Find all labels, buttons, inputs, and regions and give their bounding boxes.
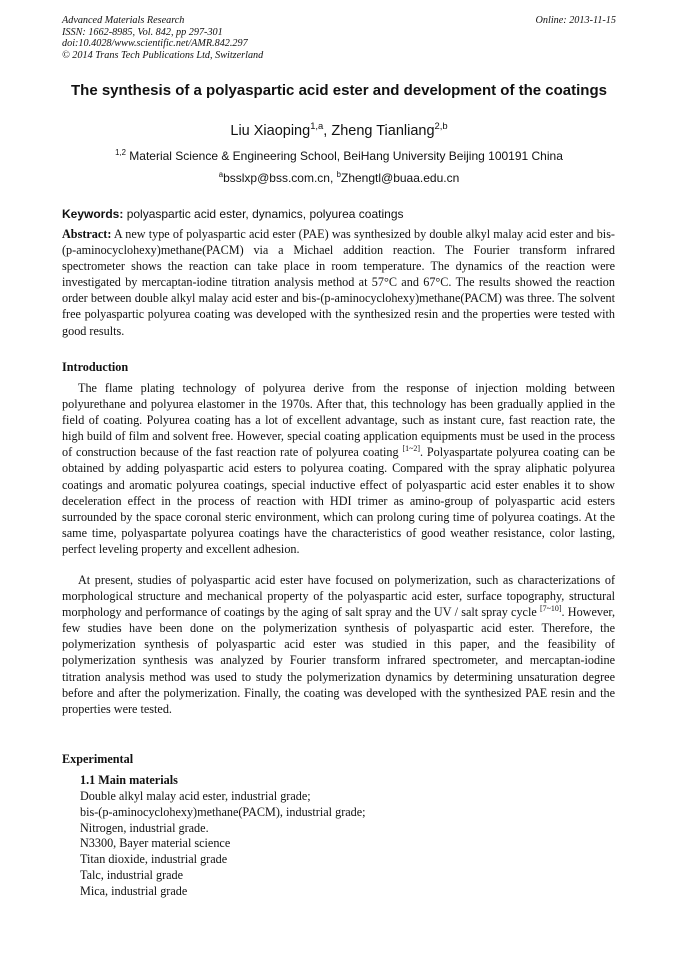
list-item: Titan dioxide, industrial grade bbox=[80, 852, 228, 867]
journal-name: Advanced Materials Research bbox=[62, 15, 185, 26]
intro-p2-text-a: At present, studies of polyaspartic acid ester have focused on polymerization, such as characterizations of morphological structure and mechanical property of the polyaspartic acid ester, surface topography, structural morphology and performance of coatings by the aging of salt spray and the UV / salt spray cycle bbox=[62, 573, 615, 620]
experimental-heading: Experimental bbox=[62, 752, 134, 766]
list-item: Nitrogen, industrial grade. bbox=[80, 820, 209, 835]
introduction-heading: Introduction bbox=[62, 360, 129, 374]
author-1-sup: 1,a bbox=[310, 120, 324, 132]
online-date: Online: 2013-11-15 bbox=[535, 15, 616, 26]
author-1: Liu Xiaoping bbox=[230, 123, 311, 139]
author-2-sup: 2,b bbox=[434, 120, 448, 132]
author-separator: , bbox=[323, 123, 332, 139]
list-item: Double alkyl malay acid ester, industrial grade; bbox=[80, 789, 311, 803]
intro-p1-ref: [1~2] bbox=[402, 444, 420, 454]
email-a-sup: a bbox=[218, 170, 224, 179]
author-2: Zheng Tianliang bbox=[331, 123, 435, 139]
materials-heading: 1.1 Main materials bbox=[80, 773, 178, 787]
keywords-text: polyaspartic acid ester, dynamics, polyurea coatings bbox=[123, 207, 404, 221]
paper-title: The synthesis of a polyaspartic acid ester and development of the coatings bbox=[71, 82, 607, 99]
intro-paragraph-2 bbox=[62, 572, 615, 717]
materials-list bbox=[80, 789, 366, 900]
issn-line: ISSN: 1662-8985, Vol. 842, pp 297-301 bbox=[62, 26, 223, 38]
doi-line: doi:10.4028/www.scientific.net/AMR.842.297 bbox=[62, 38, 248, 50]
affiliation-text: Material Science & Engineering School, BeiHang University Beijing 100191 China bbox=[125, 149, 563, 163]
intro-p1-text-b: . Polyaspartate polyurea coating can be obtained by adding polyaspartic acid esters to polyurea coating. Compared with the spray aliphatic polyurea coatings and aromatic polyurea coatings, special inductive effect of polyaspartic acid ester enables it to show deceleration effect in the process of reaction with HDI trimer as amino-group of polyaspartic acid esters surrounded by the space coronal steric environment, which can prolong curing time of polyurea coatings. At the same time, polyaspartate polyurea coatings have the characteristics of good weather resistance, color lasting, perfect leveling property and excellent adhesion. bbox=[62, 445, 615, 556]
list-item: Mica, industrial grade bbox=[80, 883, 188, 898]
list-item: bis-(p-aminocyclohexy)methane(PACM), industrial grade; bbox=[80, 804, 366, 819]
intro-p1-text-a: The flame plating technology of polyurea derive from the response of injection molding between polyurethane and polyurea elastomer in the 1970s. After that, this technology has been gradually applied in the field of coating. Polyurea coating has a lot of excellent advantage, such as instant cure, fast reaction rate, the high build of film and solvent free. However, special coating application equipments must be used in the process of construction because of the fast reaction rate of polyurea coating bbox=[62, 381, 615, 460]
email-b: Zhengtl@buaa.edu.cn bbox=[340, 171, 460, 185]
intro-p2-ref: [7~10] bbox=[540, 604, 562, 614]
abstract-text: A new type of polyaspartic acid ester (PAE) was synthesized by double alkyl malay acid ester and bis-(p-aminocyclohexy)methane(PACM) via a Michael addition reaction. The Fourier transform infrared spectrometer shows the reaction can take place in room temperature. The dynamics of the reaction were investigated by mercaptan-iodine titration analysis method at 57°C and 67°C. The results showed the reaction order between double alkyl malay acid ester and bis-(p-aminocyclohexy)methane(PACM) was three. The solvent free polyaspartic polyurea coating was developed with the synthesized resin and the properties were tested with good results. bbox=[62, 227, 615, 338]
email-a: bsslxp@bss.com.cn, bbox=[223, 171, 337, 185]
affiliation-sup: 1,2 bbox=[115, 148, 126, 157]
email-line bbox=[62, 171, 616, 185]
copyright-line: © 2014 Trans Tech Publications Ltd, Switzerland bbox=[62, 49, 264, 61]
authors-line bbox=[62, 120, 616, 139]
intro-p2-text-b: . However, few studies have been done on the polymerization synthesis of polyaspartic acid ester. Therefore, the polymerization synthesis of polyaspartic acid ester was studied in this paper, and the feasibility of polymerization synthesis was analyzed by Fourier transform infrared spectrometer, and mercaptan-iodine titration analysis method was used to study the polymerization dynamics by determining unsaturation degree before and after the polymerization. Finally, the coating was developed with the synthesized PAE resin and the properties were tested. bbox=[62, 605, 615, 716]
intro-paragraph-1 bbox=[62, 380, 615, 557]
affiliation-line bbox=[62, 149, 616, 163]
list-item: Talc, industrial grade bbox=[80, 867, 184, 882]
abstract-paragraph bbox=[62, 226, 615, 339]
keywords-label: Keywords: bbox=[62, 207, 124, 221]
keywords-line bbox=[62, 207, 616, 221]
journal-header bbox=[62, 15, 263, 61]
list-item: N3300, Bayer material science bbox=[80, 836, 231, 851]
abstract-label: Abstract: bbox=[62, 227, 112, 241]
email-b-sup: b bbox=[336, 170, 341, 179]
